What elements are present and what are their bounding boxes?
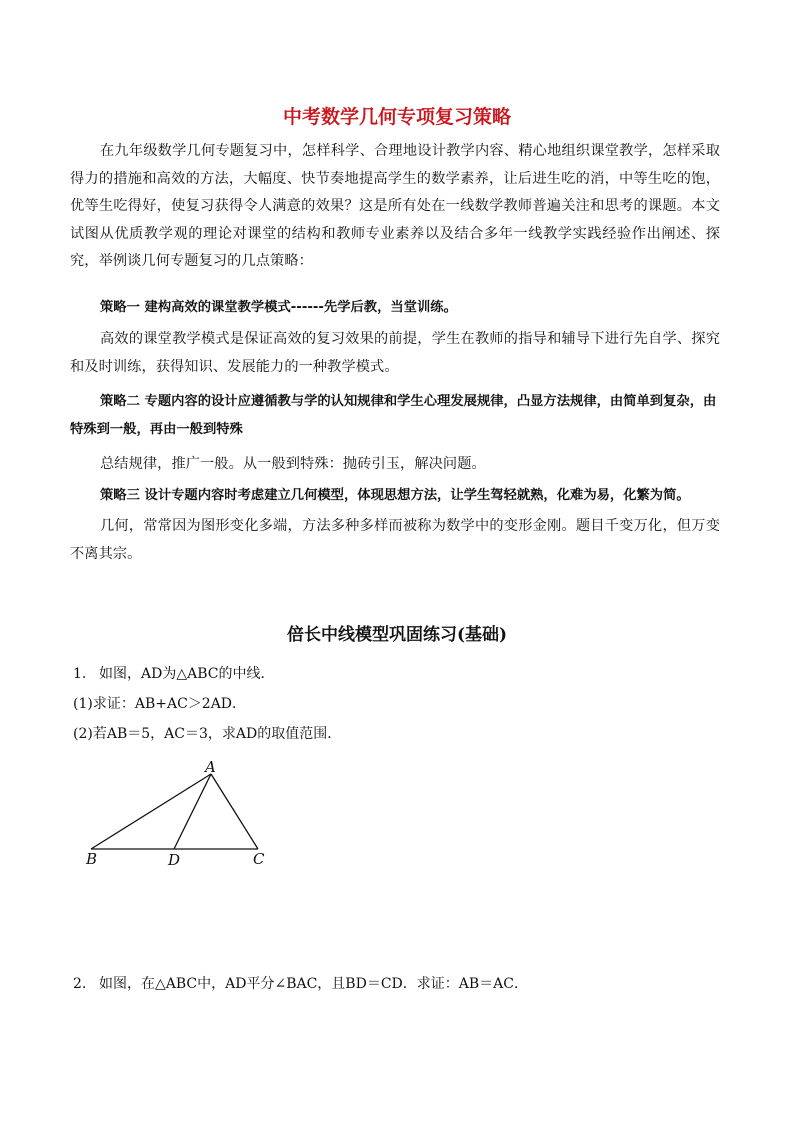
strategy-3-heading: 策略三 设计专题内容时考虑建立几何模型，体现思想方法，让学生驾轻就熟，化难为易，化繁为简。	[100, 488, 690, 503]
strategy-3-body: 几何，常常因为图形变化多端，方法多种多样而被称为数学中的变形金刚。题目千变万化，但万变不离其宗。	[70, 518, 720, 562]
strategy-1-heading: 策略一 建构高效的课堂教学模式------先学后教，当堂训练。	[100, 300, 457, 315]
exercise-title: 倍长中线模型巩固练习(基础)	[286, 625, 508, 645]
question-2-stem	[73, 974, 528, 994]
vertex-a-label: A	[205, 758, 216, 776]
page-title: 中考数学几何专项复习策略	[282, 106, 511, 128]
vertex-b-label: B	[86, 850, 98, 868]
question-1-text: 如图，AD为△ABC的中线．	[99, 666, 275, 682]
strategy-2-heading: 策略二 专题内容的设计应遵循教与学的认知规律和学生心理发展规律，凸显方法规律，由简单到复杂，由特殊到一般，再由一般到特殊	[70, 394, 717, 437]
triangle-figure	[80, 757, 280, 873]
question-1-number: 1.	[73, 666, 87, 682]
question-1-part-1: (1)求证：AB+AC＞2AD．	[73, 696, 247, 712]
strategy-2-body: 总结规律，推广一般。从一般到特殊：抛砖引玉，解决问题。	[100, 456, 486, 472]
question-2-number: 2.	[73, 976, 87, 992]
point-d-label: D	[168, 851, 181, 869]
question-1-stem	[73, 664, 274, 684]
intro-paragraph: 在九年级数学几何专题复习中，怎样科学、合理地设计教学内容、精心地组织课堂教学，怎样采取得力的措施和高效的方法，大幅度、快节奏地提高学生的数学素养，让后进生吃的消，中等生吃的饱，优等生吃得好，使复习获得令人满意的效果？这是所有处在一线数学教师普遍关注和思考的课题。本文试图从优质教学观的理论对课堂的结构和教师专业素养以及结合多年一线教学实践经验作出阐述、探究，举例谈几何专题复习的几点策略：	[70, 143, 720, 269]
side-ac	[211, 774, 258, 849]
strategy-1-body: 高效的课堂教学模式是保证高效的复习效果的前提，学生在教师的指导和辅导下进行先自学、探究和及时训练，获得知识、发展能力的一种教学模式。	[70, 331, 720, 375]
question-2-text: 如图，在△ABC中，AD平分∠BAC，且BD＝CD．求证：AB＝AC．	[99, 976, 528, 992]
question-1-part-2: (2)若AB＝5，AC＝3，求AD的取值范围．	[73, 726, 342, 742]
vertex-c-label: C	[253, 850, 265, 868]
